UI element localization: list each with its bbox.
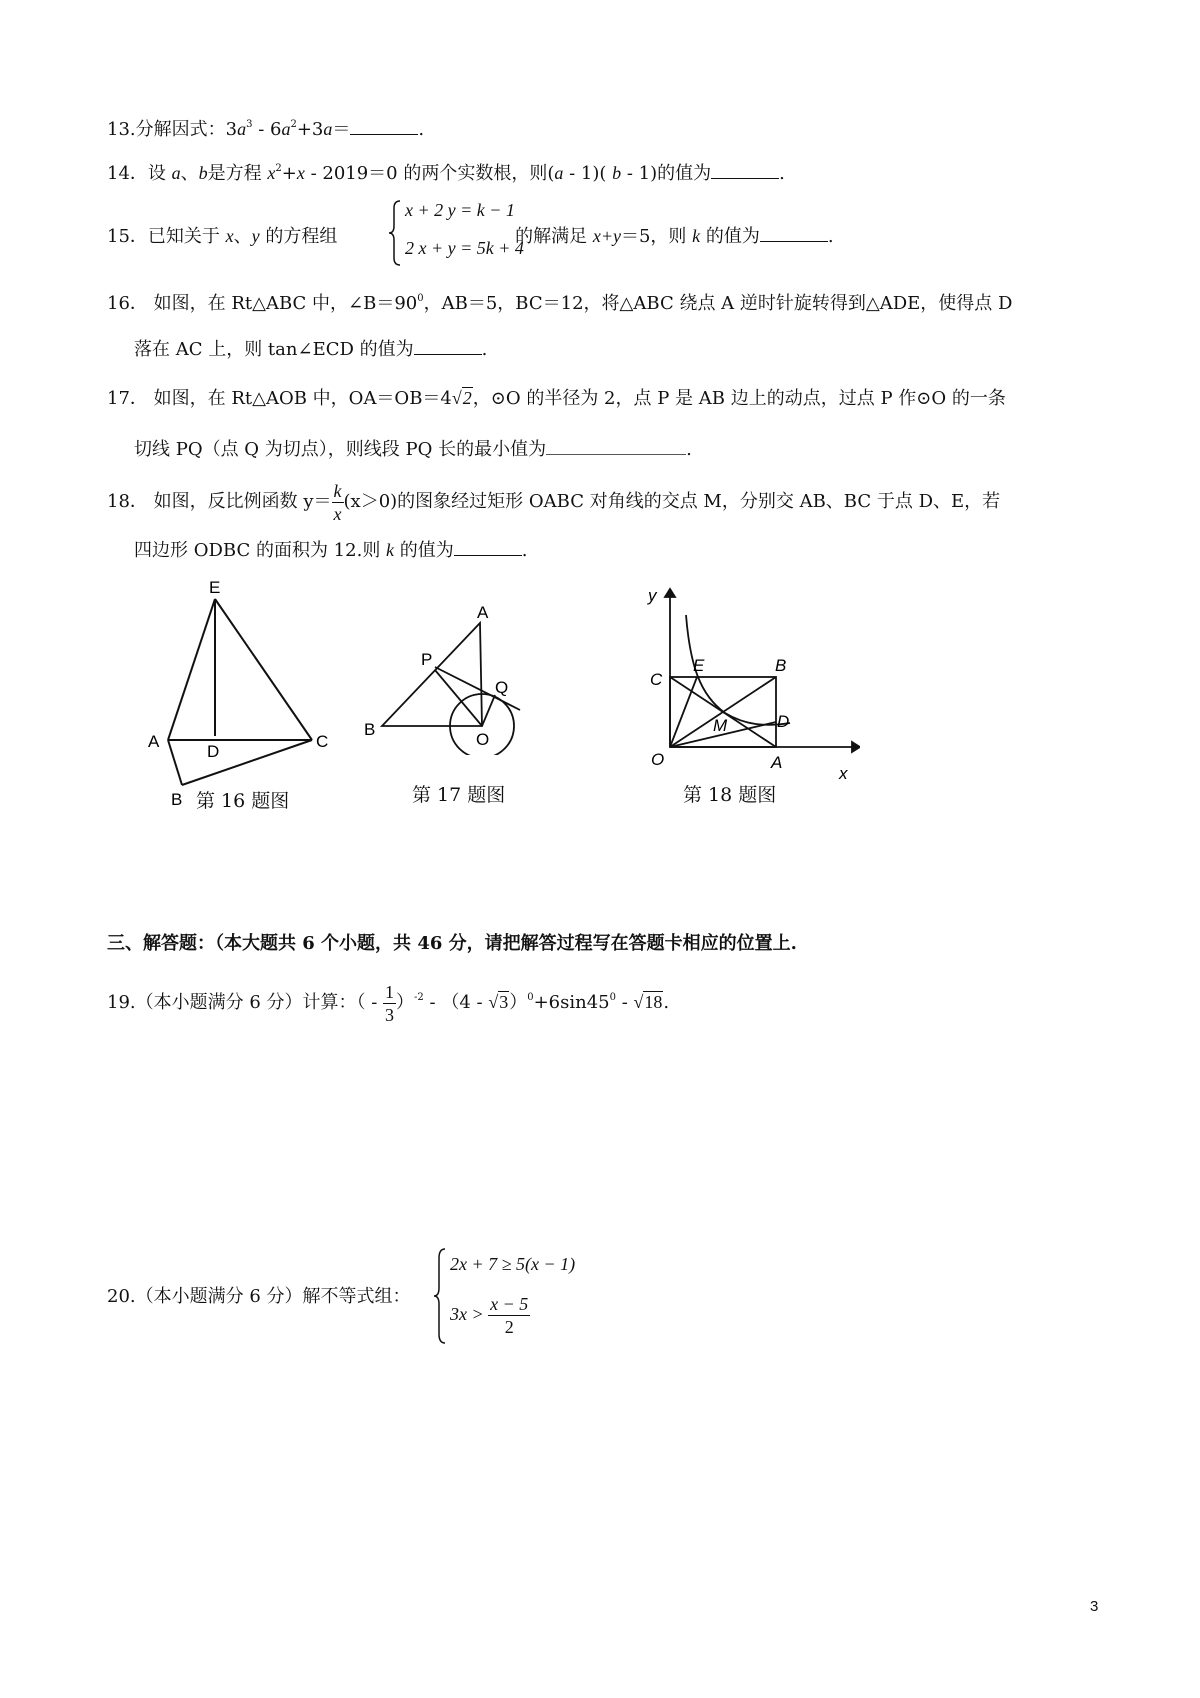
var: a: [237, 119, 247, 139]
op: +: [281, 163, 297, 184]
text: 设: [147, 163, 172, 184]
fraction: [488, 1293, 530, 1338]
var: b: [198, 163, 208, 183]
text: 20.（本小题满分 6 分）解不等式组：: [107, 1286, 411, 1307]
figure-16-caption: 第 16 题图: [196, 790, 290, 812]
sqrt: √18: [633, 992, 663, 1012]
label-M: M: [713, 716, 728, 735]
text: 已知关于: [147, 226, 226, 247]
question-18-line-1: [107, 478, 1000, 526]
numerator: 1: [385, 981, 395, 1002]
text: (x＞0)的图象经过矩形 OABC 对角线的交点 M，分别交 AB、BC 于点 D、E，若: [343, 491, 1001, 512]
figure-17-caption: 第 17 题图: [412, 784, 506, 806]
fraction: [383, 981, 396, 1026]
op: +3: [296, 119, 324, 140]
question-number: 15．: [107, 226, 148, 247]
label-O: O: [476, 730, 490, 749]
label-A: A: [771, 753, 783, 772]
label-x: x: [839, 764, 848, 783]
label-B: B: [775, 656, 787, 675]
var: k: [692, 226, 701, 246]
text: ）: [509, 992, 528, 1013]
period: .: [686, 439, 692, 460]
denominator: 2: [504, 1317, 514, 1338]
question-17-line-2: [134, 436, 692, 462]
segment-EA: [168, 599, 215, 740]
question-20: [107, 1285, 411, 1309]
radicand: 2: [462, 388, 472, 408]
var: x: [296, 163, 305, 183]
question-16-line-1: [107, 292, 1012, 316]
exponent: 3: [246, 119, 253, 130]
x-axis-arrow-icon: [852, 742, 860, 752]
var: y: [251, 226, 260, 246]
var: a: [171, 163, 181, 183]
exponent: 0: [527, 992, 534, 1003]
text: 16． 如图，在 Rt△ABC 中，∠B＝90: [107, 293, 418, 314]
radicand: 3: [499, 992, 509, 1012]
period: .: [779, 163, 785, 184]
label-D: D: [777, 712, 790, 731]
text: ，⊙O 的半径为 2，点 P 是 AB 边上的动点，过点 P 作⊙O 的一条: [472, 388, 1006, 409]
text: 四边形 ODBC 的面积为 12.则: [134, 540, 387, 561]
question-14: [107, 160, 785, 186]
numerator: x − 5: [490, 1294, 529, 1315]
answer-blank: [350, 116, 418, 135]
text: 是方程: [207, 163, 268, 184]
sqrt: √3: [488, 992, 509, 1012]
segment-BC: [182, 740, 312, 785]
label-P: P: [421, 650, 433, 669]
exponent: 2: [290, 119, 297, 130]
sqrt: √2: [451, 388, 472, 408]
op: ＝: [332, 119, 351, 140]
answer-blank: [711, 160, 779, 179]
text: 、: [233, 226, 252, 247]
equation-2: 2 x + y = 5k + 4: [405, 238, 524, 258]
question-13: [107, 116, 424, 142]
var: a: [554, 163, 564, 183]
period: .: [521, 540, 528, 561]
text: 19.（本小题满分 6 分）计算：（ -: [107, 992, 384, 1013]
radicand: 18: [644, 992, 663, 1012]
segment-OE: [670, 677, 697, 747]
text: 的值为: [700, 226, 760, 247]
question-number: 13.: [107, 119, 136, 140]
radius-OQ: [482, 695, 495, 726]
exponent: -2: [414, 992, 424, 1003]
text: +6sin45: [533, 992, 610, 1013]
question-18-line-2: [134, 537, 528, 563]
var: x+y: [592, 226, 621, 246]
question-19: [107, 978, 669, 1027]
inequality-2: [450, 1290, 530, 1338]
denominator: 3: [385, 1004, 395, 1025]
var: x: [267, 163, 276, 183]
text: ）: [396, 992, 415, 1013]
exponent: 0: [609, 992, 616, 1003]
brace-icon: [387, 198, 403, 268]
var: a: [281, 119, 291, 139]
text: 、: [180, 163, 199, 184]
label-E: E: [693, 656, 705, 675]
figure-17: [360, 595, 560, 755]
section-heading: 三、解答题：（本大题共 6 个小题，共 46 分，请把解答过程写在答题卡相应的位置上.: [107, 933, 797, 954]
triangle-AOB: [382, 623, 482, 726]
period: .: [827, 226, 834, 247]
text: 3x >: [450, 1304, 489, 1324]
text: 的解满足: [509, 226, 593, 247]
exponent: 2: [275, 163, 282, 174]
var: a: [323, 119, 333, 139]
label-O: O: [651, 750, 665, 769]
answer-blank: [414, 336, 482, 355]
text: -: [615, 992, 634, 1013]
text: 落在 AC 上，则 tan∠ECD 的值为: [134, 339, 414, 360]
label-B: B: [171, 790, 183, 809]
op: - 6: [252, 119, 282, 140]
denominator: x: [333, 503, 342, 524]
equation-1: x + 2 y = k − 1: [405, 200, 515, 220]
label-D: D: [207, 742, 220, 761]
label-C: C: [316, 732, 329, 751]
label-E: E: [209, 578, 221, 597]
text: 的值为: [394, 540, 454, 561]
segment-EC: [215, 599, 312, 740]
text: 切线 PQ（点 Q 为切点），则线段 PQ 长的最小值为: [134, 439, 547, 460]
question-16-line-2: [134, 336, 487, 362]
label-A: A: [148, 732, 160, 751]
text: - 1)(: [563, 163, 613, 184]
period: .: [418, 119, 425, 140]
question-number: 14．: [107, 163, 148, 184]
inequality-1: 2x + 7 ≥ 5(x − 1): [450, 1254, 576, 1274]
text: - 2019＝0 的两个实数根，则(: [304, 163, 555, 184]
figure-16: [140, 575, 360, 815]
inequality-system: [432, 1246, 622, 1346]
text: - （4 -: [423, 992, 489, 1013]
text: 的方程组: [259, 226, 338, 247]
figure-18: [630, 585, 860, 785]
text: 17． 如图，在 Rt△AOB 中，OA＝OB＝4: [107, 388, 452, 409]
label-y: y: [648, 586, 657, 605]
text: 18． 如图，反比例函数 y＝: [107, 491, 332, 512]
label-B: B: [364, 720, 376, 739]
text: ，AB＝5，BC＝12，将△ABC 绕点 A 逆时针旋转得到△ADE，使得点 D: [423, 293, 1013, 314]
period: .: [481, 339, 488, 360]
segment-AB: [168, 740, 182, 785]
answer-blank: [454, 537, 522, 556]
var: b: [612, 163, 622, 183]
coef: 3: [225, 119, 238, 140]
fraction: [332, 480, 344, 525]
question-text: 分解因式：: [135, 119, 226, 140]
label-C: C: [650, 670, 663, 689]
brace-icon: [432, 1246, 448, 1346]
numerator: k: [333, 480, 342, 501]
page-number: 3: [1090, 1598, 1099, 1615]
exponent: 0: [417, 293, 424, 304]
label-Q: Q: [495, 678, 509, 697]
y-axis-arrow-icon: [665, 589, 675, 597]
period: .: [663, 992, 670, 1013]
label-A: A: [477, 603, 489, 622]
answer-blank: [760, 223, 828, 242]
equation-system: [387, 198, 557, 268]
answer-blank: [546, 436, 686, 455]
figure-18-caption: 第 18 题图: [683, 784, 777, 806]
var: k: [386, 540, 395, 560]
question-17-line-1: [107, 386, 1006, 411]
text: - 1)的值为: [621, 163, 712, 184]
text: ＝5，则: [620, 226, 693, 247]
var: x: [225, 226, 234, 246]
